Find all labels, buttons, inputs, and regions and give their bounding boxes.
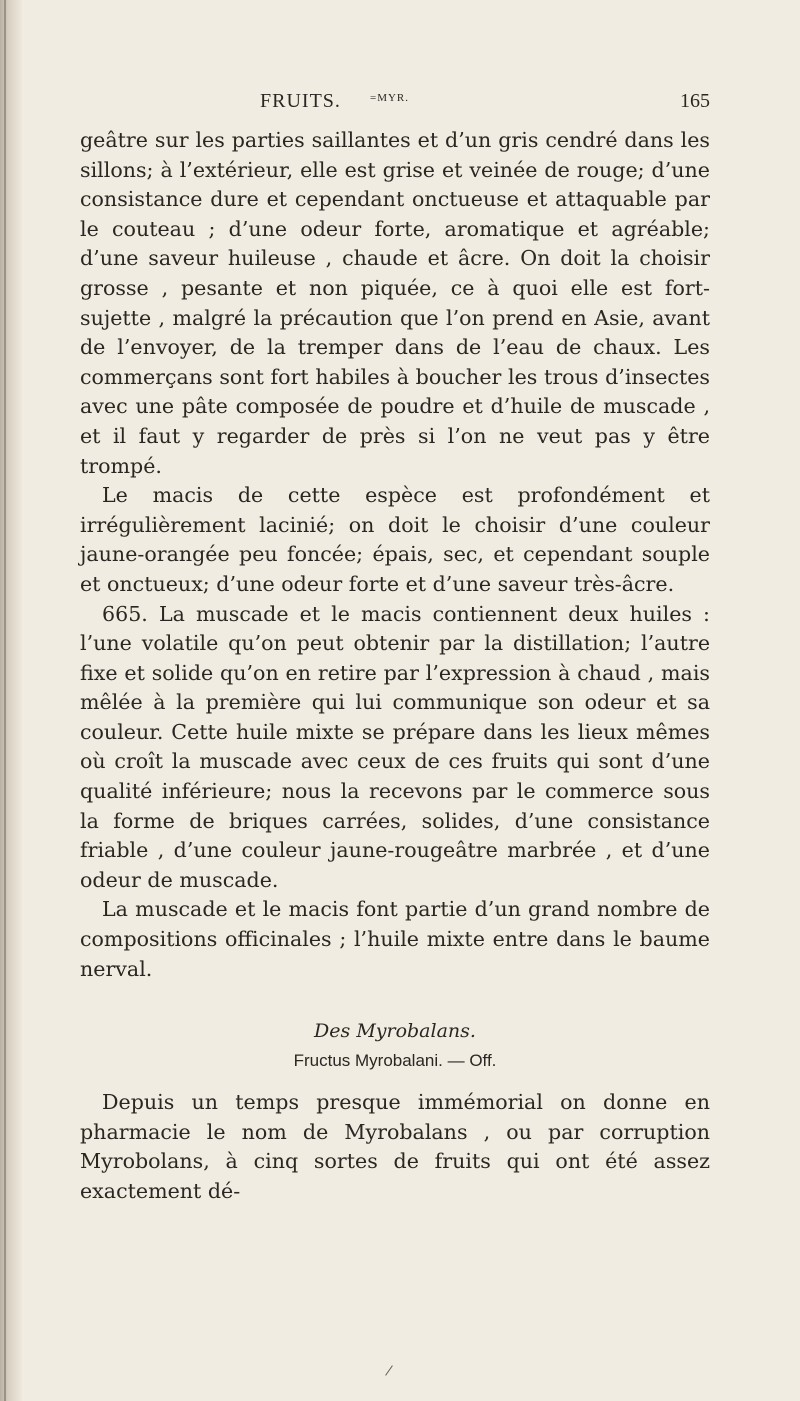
paragraph-compositions: La muscade et le macis font partie d’un grand nombre de compositions officinales ; l’huile mixte entre dans le baume nerval. (80, 897, 710, 981)
book-page (80, 90, 710, 1207)
page-binding-edge (4, 0, 6, 1401)
section-title: Des Myrobalans. (314, 1020, 476, 1043)
paragraph-macis: Le macis de cette espèce est profondément et irrégulièrement lacinié; on doit le choisir d’une couleur jaune-orangée peu foncée; épais, sec, et cependant souple et onctueux; d’une odeur forte et d’une saveur très-âcre. (80, 483, 710, 596)
running-head-subtitle: =MYR. (370, 92, 410, 104)
running-head (80, 90, 710, 126)
paragraph-myrobalans: Depuis un temps presque immémorial on donne en pharmacie le nom de Myrobalans , ou par corruption Myrobolans, à cinq sortes de fruits qui ont été assez exactement dé- (80, 1090, 710, 1203)
section-subtitle: Fructus Myrobalani. — Off. (293, 1051, 497, 1071)
running-head-title: FRUITS. (260, 90, 341, 112)
paragraph-continuation: geâtre sur les parties saillantes et d’un gris cendré dans les sillons; à l’extérieur, elle est grise et veinée de rouge; d’une consistance dure et cependant onctueuse et attaquable par le couteau ; d’une odeur forte, aromatique et agréable; d’une saveur huileuse , chaude et âcre. On doit la choisir grosse , pesante et non piquée, ce à quoi elle est fort-sujette , malgré la précaution que l’on prend en Asie, avant de l’envoyer, de la tremper dans de l’eau de chaux. Les commerçans sont fort habiles à boucher les trous d’insectes avec une pâte composée de poudre et d’huile de muscade , et il faut y regarder de près si l’on ne veut pas y être trompé. (80, 128, 710, 478)
paragraph-665: 665. La muscade et le macis contiennent deux huiles : l’une volatile qu’on peut obtenir par la distillation; l’autre fixe et solide qu’on en retire par l’expression à chaud , mais mêlée à la première qui lui communique son odeur et sa couleur. Cette huile mixte se prépare dans les lieux mêmes où croît la muscade avec ceux de ces fruits qui sont d’une qualité inférieure; nous la recevons par le commerce sous la forme de briques carrées, solides, d’une consistance friable , d’une couleur jaune-rougeâtre marbrée , et d’une odeur de muscade. (80, 601, 710, 892)
stray-pen-mark (385, 1365, 393, 1375)
page-number: 165 (680, 90, 710, 112)
